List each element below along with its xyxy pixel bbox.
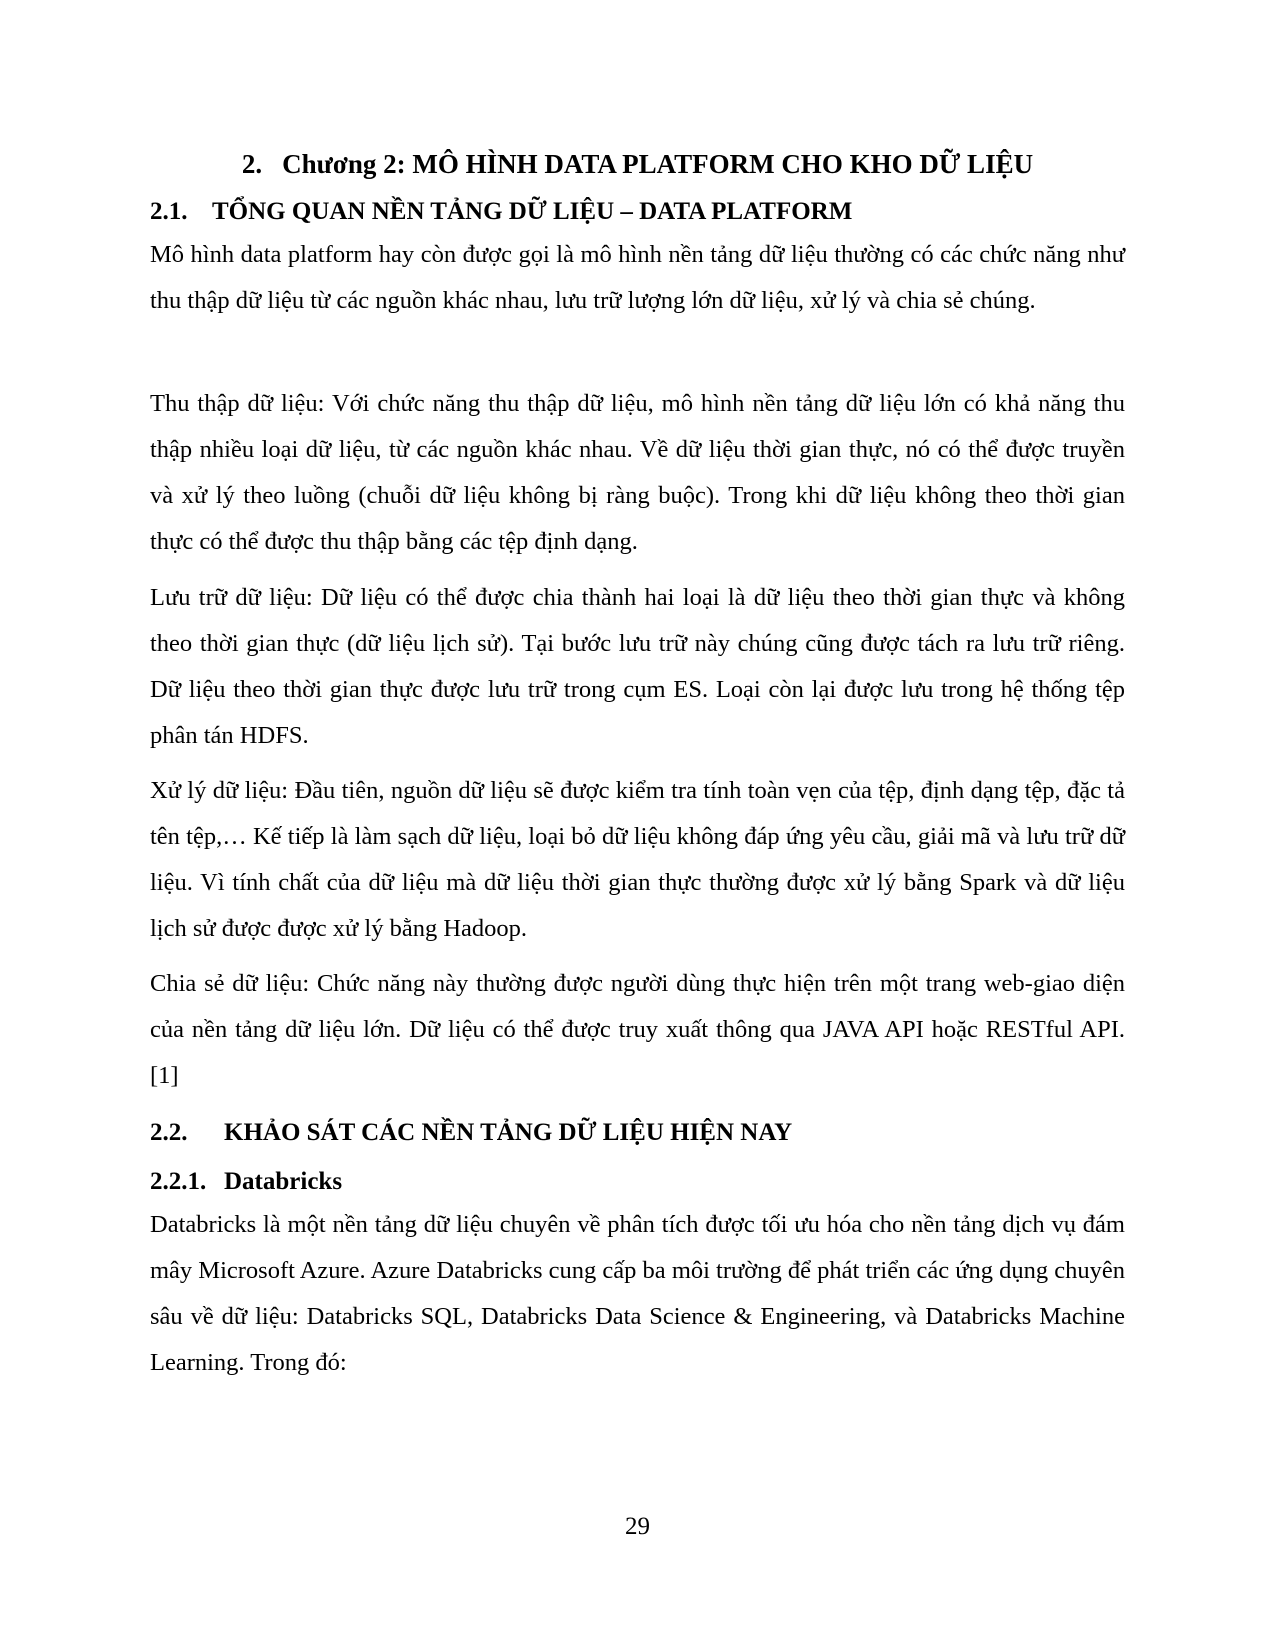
section-2-2-heading — [150, 1117, 792, 1149]
section-2-1-title: TỔNG QUAN NỀN TẢNG DỮ LIỆU – DATA PLATFORM — [212, 198, 853, 225]
chapter-number: 2. — [241, 149, 263, 179]
paragraph-data-processing: Xử lý dữ liệu: Đầu tiên, nguồn dữ liệu sẽ được kiểm tra tính toàn vẹn của tệp, định dạng tệp, đặc tả tên tệp,… Kế tiếp là làm sạch dữ liệu, loại bỏ dữ liệu không đáp ứng yêu cầu, giải mã và lưu trữ dữ liệu. Vì tính chất của dữ liệu mà dữ liệu thời gian thực thường được xử lý bằng Spark và dữ liệu lịch sử được được xử lý bằng Hadoop. — [150, 777, 1125, 942]
page-number: 29 — [625, 1513, 650, 1540]
section-2-2-number: 2.2. — [150, 1119, 188, 1146]
section-2-1-heading — [150, 196, 852, 228]
paragraph-intro: Mô hình data platform hay còn được gọi là mô hình nền tảng dữ liệu thường có các chức năng như thu thập dữ liệu từ các nguồn khác nhau, lưu trữ lượng lớn dữ liệu, xử lý và chia sẻ chúng. — [150, 241, 1125, 314]
paragraph-data-sharing: Chia sẻ dữ liệu: Chức năng này thường được người dùng thực hiện trên một trang web-giao diện của nền tảng dữ liệu lớn. Dữ liệu có thể được truy xuất thông qua JAVA API hoặc RESTful API. [1] — [150, 970, 1125, 1089]
paragraph-data-collection: Thu thập dữ liệu: Với chức năng thu thập dữ liệu, mô hình nền tảng dữ liệu lớn có khả năng thu thập nhiều loại dữ liệu, từ các nguồn khác nhau. Về dữ liệu thời gian thực, nó có thể được truyền và xử lý theo luồng (chuỗi dữ liệu không bị ràng buộc). Trong khi dữ liệu không theo thời gian thực có thể được thu thập bằng các tệp định dạng. — [150, 390, 1125, 555]
section-2-2-title: KHẢO SÁT CÁC NỀN TẢNG DỮ LIỆU HIỆN NAY — [224, 1119, 793, 1146]
section-2-2-1-number: 2.2.1. — [150, 1168, 207, 1195]
paragraph-databricks: Databricks là một nền tảng dữ liệu chuyên về phân tích được tối ưu hóa cho nền tảng dịch vụ đám mây Microsoft Azure. Azure Databricks cung cấp ba môi trường để phát triển các ứng dụng chuyên sâu về dữ liệu: Databricks SQL, Databricks Data Science & Engineering, và Databricks Machine Learning. Trong đó: — [150, 1211, 1125, 1376]
chapter-heading — [0, 147, 1275, 181]
section-2-2-1-heading — [150, 1166, 342, 1198]
paragraph-data-storage: Lưu trữ dữ liệu: Dữ liệu có thể được chia thành hai loại là dữ liệu theo thời gian thực và không theo thời gian thực (dữ liệu lịch sử). Tại bước lưu trữ này chúng cũng được tách ra lưu trữ riêng. Dữ liệu theo thời gian thực được lưu trữ trong cụm ES. Loại còn lại được lưu trong hệ thống tệp phân tán HDFS. — [150, 584, 1125, 749]
section-2-1-number: 2.1. — [150, 198, 188, 225]
chapter-title: Chương 2: MÔ HÌNH DATA PLATFORM CHO KHO DỮ LIỆU — [282, 149, 1034, 179]
section-2-2-1-title: Databricks — [224, 1168, 343, 1195]
